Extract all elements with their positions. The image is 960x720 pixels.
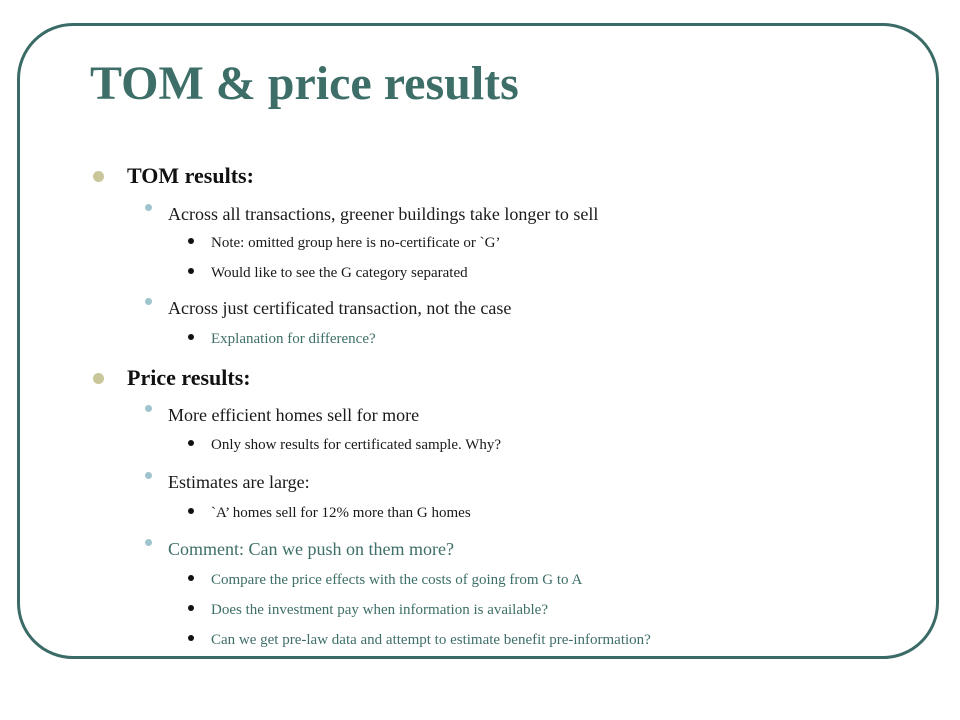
subpoint-bullet — [188, 238, 194, 244]
subpoint-bullet — [188, 605, 194, 611]
slide-title: TOM & price results — [90, 57, 519, 110]
subpoint-bullet — [188, 635, 194, 641]
subpoint-text: Would like to see the G category separated — [211, 265, 468, 281]
point-bullet — [145, 472, 152, 479]
point-text: Comment: Can we push on them more? — [168, 539, 454, 559]
subpoint-text: Note: omitted group here is no-certificate or `G’ — [211, 235, 501, 251]
section-heading-price: Price results: — [127, 365, 251, 390]
subpoint-text: Does the investment pay when information is available? — [211, 602, 548, 618]
point-text: More efficient homes sell for more — [168, 405, 420, 425]
subpoint-text: Can we get pre-law data and attempt to estimate benefit pre-information? — [211, 632, 651, 648]
subpoint-bullet — [188, 575, 194, 581]
point-bullet — [145, 204, 152, 211]
subpoint-text: Explanation for difference? — [211, 331, 376, 347]
section-heading-tom: TOM results: — [127, 163, 254, 188]
point-text: Across all transactions, greener buildings take longer to sell — [168, 204, 599, 224]
point-text: Across just certificated transaction, not the case — [168, 298, 512, 318]
point-bullet — [145, 298, 152, 305]
subpoint-bullet — [188, 508, 194, 514]
point-text: Estimates are large: — [168, 472, 310, 492]
subpoint-bullet — [188, 334, 194, 340]
section-bullet — [93, 373, 104, 384]
section-bullet — [93, 171, 104, 182]
subpoint-bullet — [188, 440, 194, 446]
point-bullet — [145, 539, 152, 546]
subpoint-bullet — [188, 268, 194, 274]
subpoint-text: Only show results for certificated sample. Why? — [211, 437, 502, 453]
subpoint-text: Compare the price effects with the costs of going from G to A — [211, 572, 583, 588]
point-bullet — [145, 405, 152, 412]
subpoint-text: `A’ homes sell for 12% more than G homes — [211, 505, 471, 521]
